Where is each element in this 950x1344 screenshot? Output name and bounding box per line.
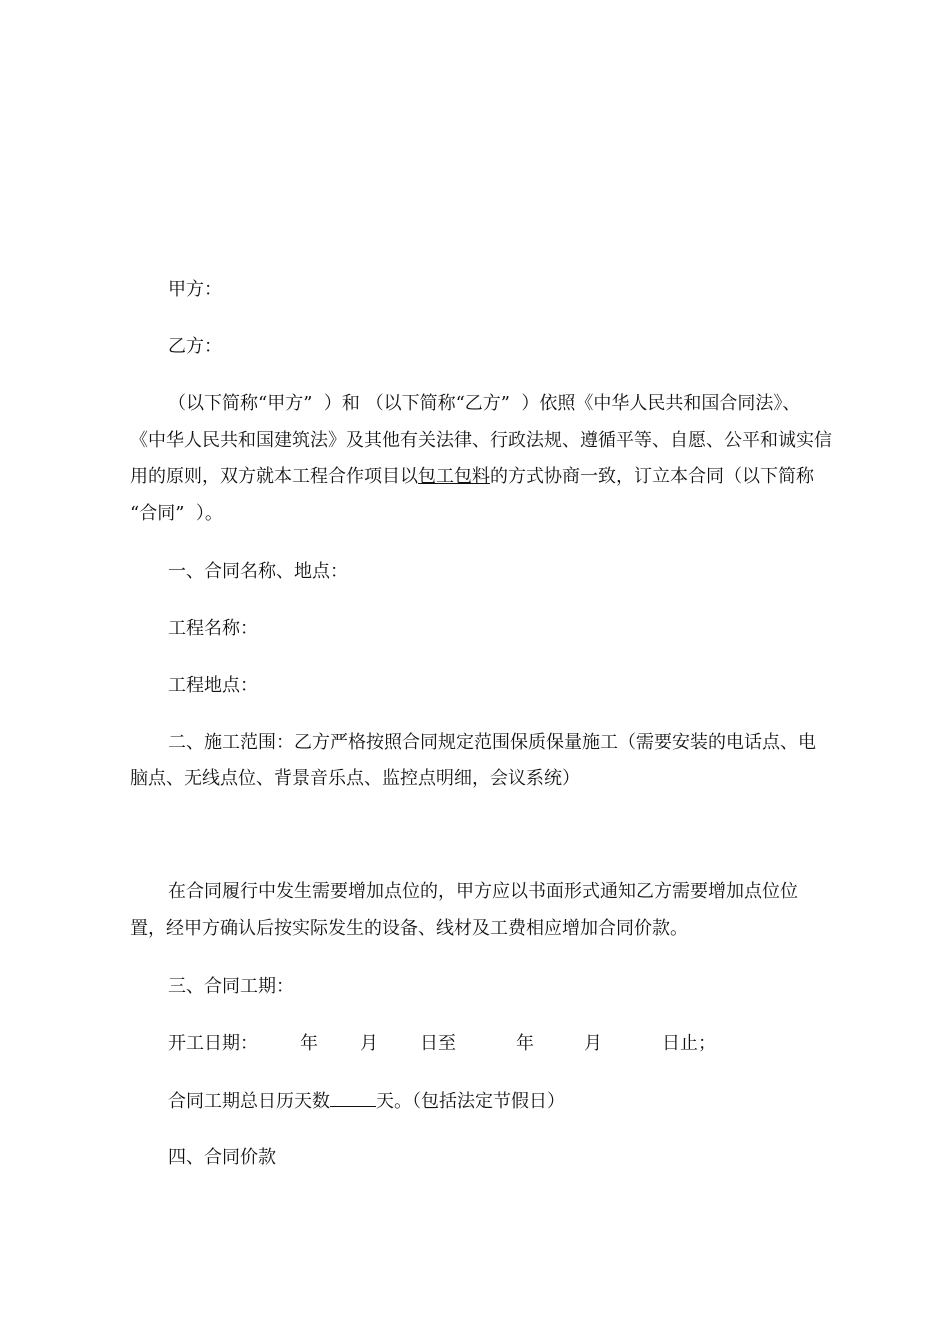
section-3-heading: 三、合同工期：	[168, 976, 294, 997]
total-days-line	[130, 1088, 873, 1115]
intro-line-3-pre: 用的原则，双方就本工程合作项目以	[130, 466, 418, 487]
total-days-label: 合同工期总日历天数	[168, 1091, 330, 1112]
section-1-heading: 一、合同名称、地点：	[168, 561, 348, 582]
project-name-label: 工程名称：	[168, 618, 258, 639]
project-location-label: 工程地点：	[168, 675, 258, 696]
start-day-to: 日至	[420, 1033, 456, 1054]
add-points-line-2: 置，经甲方确认后按实际发生的设备、线材及工费相应增加合同价款。	[130, 918, 688, 939]
section-2-line-2: 脑点、无线点位、背景音乐点、监控点明细，会议系统）	[130, 768, 580, 789]
section-4-heading: 四、合同价款	[168, 1147, 276, 1168]
end-year: 年	[516, 1033, 534, 1054]
total-days-suffix: 天。（包括法定节假日）	[376, 1091, 565, 1112]
party-a-label: 甲方：	[168, 279, 222, 300]
party-b-label: 乙方：	[168, 336, 222, 357]
add-points-line-1: 在合同履行中发生需要增加点位的，甲方应以书面形式通知乙方需要增加点位位	[168, 881, 798, 902]
start-date-line	[130, 1031, 873, 1057]
end-day: 日止；	[662, 1033, 716, 1054]
intro-line-4: “合同” ）。	[130, 503, 223, 524]
intro-line-3-post: 的方式协商一致，订立本合同（以下简称	[490, 466, 814, 487]
start-month: 月	[360, 1033, 378, 1054]
start-date-label: 开工日期：	[168, 1033, 258, 1054]
start-year: 年	[300, 1033, 318, 1054]
total-days-blank	[330, 1088, 376, 1107]
contract-mode-underlined: 包工包料	[418, 466, 490, 487]
intro-line-2: 《中华人民共和国建筑法》及其他有关法律、行政法规、遵循平等、自愿、公平和诚实信	[130, 430, 832, 451]
intro-line-3	[130, 464, 835, 490]
intro-line-1: （以下简称“甲方” ）和 （以下简称“乙方” ）依照《中华人民共和国合同法》、	[168, 393, 801, 414]
end-month: 月	[584, 1033, 602, 1054]
section-2-line-1: 二、施工范围：乙方严格按照合同规定范围保质保量施工（需要安装的电话点、电	[168, 732, 816, 753]
